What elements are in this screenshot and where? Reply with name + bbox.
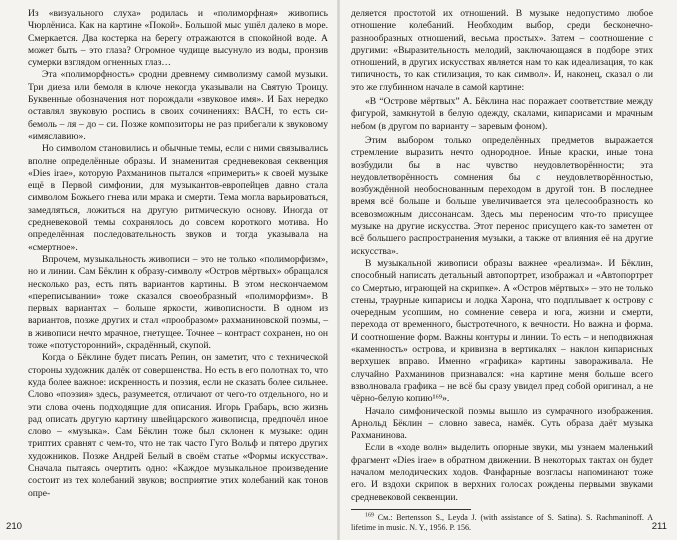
right-page-text xyxy=(351,8,653,534)
paragraph: Впрочем, музыкальность живописи – это не только «полиморфизм», но и линии. Сам Бёклин к образу-символу «Остров мёртвых» обращался несколько раз, есть пять вариантов картины. В этом нескончаемом «переписывании» тоже сказался своеобразный «полиморфизм». В первых вариантах – больше яркости, живописности. В одном из вариантов, позже других и стал «прообразом» рахманиновской поэмы, – в живописи нечто мрачное, гнетущее. Точнее – контраст сохранен, но он тоже «потусторонний», скрадённый, скупой. xyxy=(28,253,328,352)
paragraph: Если в «ходе волн» выделить опорные звуки, мы узнаем маленький фрагмент «Dies irae» в обратном движении. В некоторых тактах он будет началом мелодических ходов. Фанфарные возгласы напоминают тоже его. И вздохи скрипок в верхних голосах рождены первыми звуками средневековой секвенции. xyxy=(351,442,653,503)
paragraph: Когда о Бёклине будет писать Репин, он заметит, что с технической стороны художник далёк от совершенства. Но есть в его полотнах то, что куда более важное: искренность и поэзия, если не сказать более сильнее. Слово «поэзия» здесь, разумеется, отличают от чего-то отдельного, но и эти слова очень подходящие для описания. Игорь Грабарь, всю жизнь рад описать другую картину швейцарского живописца, предпочёл иное слово – «музыка». Сам Бёклин тоже был склонен к музыке: один триптих сравнят с чем-то, что не так часто Гуго Вольф и пятеро других художников. Позже Андрей Белый в своём статье «Формы искусства». Сначала пытаясь очертить одно: «Каждое музыкальное произведение состоит из тех колебаний звуков; восприятие этих колебаний как тонов опре- xyxy=(28,352,328,499)
right-page xyxy=(339,0,677,540)
paragraph: В музыкальной живописи образы важнее «реализма». И Бёклин, способный написать детальный автопортрет, изображал и «Автопортрет со Смертью, играющей на скрипке». А «Остров мёртвых» – это не только стены, траурные кипарисы и лодка Харона, что подплывает к острову с очередным усопшим, но сомнение севера и юга, жизни и смерти, перехода от временного, быстротечного, к вечности. Но важна и форма. И соотношение форм. Важны контуры и линии. То есть – и неподвижная «каменность» острова, и кривизна в вертикалях – наклон кипарисных верхушек вправо. Именно «графика» картины завораживала. Не случайно Рахманинов признавался: «на картине меня больше всего взволновала графика – не всё бы сразу увидел пред собой оригинал, а не чёрно-белую копию¹⁶⁹». xyxy=(351,257,653,405)
paragraph: Этим выбором только определённых предметов выражается стремление выразить нечто однородное. Иные краски, иные тона возбудили бы в нас чувство неудовлетворённости; эта неудовлетворённость сомнения бы с неудовлетворённостью, возбуждённой необоснованным переходом в другой тон. В последнее время всё больше и больше увеличивается эта целесообразность ко всевозможным диссонансам. Здесь мы переносим что-то присущее музыке на другие искусства. Этот перенос присущего как-то заметен от всё большего распространения музыки, а также от влияния её на другие искусства». xyxy=(351,134,653,257)
footnote-text: См.: Bertensson S., Leyda J. (with assistance of S. Satina). S. Rachmaninoff. A lifetime in music. N. Y., 1956. P. 156. xyxy=(351,512,654,533)
footnote-marker: 169 xyxy=(365,512,374,519)
paragraph: Из «визуального слуха» родилась и «полиморфная» живопись Чюрлёниса. Как на картине «Покой». Большой мыс ушёл далеко в море. Смеркается. Два костерка на берегу отражаются в спокойной воде. А может быть – это глаза? Огромное чудище высунуло из воды, пронзив сумерки взглядом огненных глаз… xyxy=(28,8,328,69)
footnote-rule xyxy=(351,509,471,510)
block-quote: «В “Острове мёртвых” А. Бёклина нас поражает соответствие между фигурой, замкнутой в белую одежду, скалами, кипарисами и мрачным небом (в другом по варианту – заревым фоном). xyxy=(351,96,653,132)
paragraph: Эта «полиморфность» сродни древнему символизму самой музыки. Три диеза или бемоля в ключе некогда указывали на Святую Троицу. Буквенные обозначения нот порождали «звуковое имя». И Бах нередко оставлял звуковую роспись в своих сочинениях: BACH, то есть си-бемоль – ля – до – си. Позже композиторы не раз прибегали к звуковому «имяславию». xyxy=(28,69,328,142)
paragraph: Начало симфонической поэмы вышло из сумрачного изображения. Арнольд Бёклин – словно завеса, намёк. Суть образа даёт музыка Рахманинова. xyxy=(351,405,653,442)
left-page xyxy=(0,0,338,540)
paragraph: деляется простотой их отношений. В музыке недопустимо любое отношение колебаний. Необходим выбор, среди бесконечно-разнообразных отношений, весьма простых». Затем – соотношение с другими: «Выразительность мелодий, заключающаяся в подборе этих отношений, в других искусствах является нам то как идеализация, то как типичность, то как стилизация, то как символ». И, наконец, сказал о ли это же глубинном начале в самой картине: xyxy=(351,8,653,93)
page-number-right: 211 xyxy=(651,521,667,532)
page-number-left: 210 xyxy=(6,521,23,532)
paragraph: Но символом становились и обычные темы, если с ними связывались вполне определённые образы. И знаменитая средневековая секвенция «Dies irae», которую Рахманинов пытался «примерить» к своей музыке ещё в Первой симфонии, для музыкантов-европейцев давно стала символом Божьего гнева или мрака и смерти. Тема могла варьироваться, замедляться, ложиться на другую ритмическую основу. Иногда от средневековой темы сохранялось до совсем короткого мотива. Но определённая последовательность звуков и тогда указывала на «смертное». xyxy=(28,143,328,253)
left-page-text xyxy=(28,8,328,500)
footnote xyxy=(351,513,653,534)
